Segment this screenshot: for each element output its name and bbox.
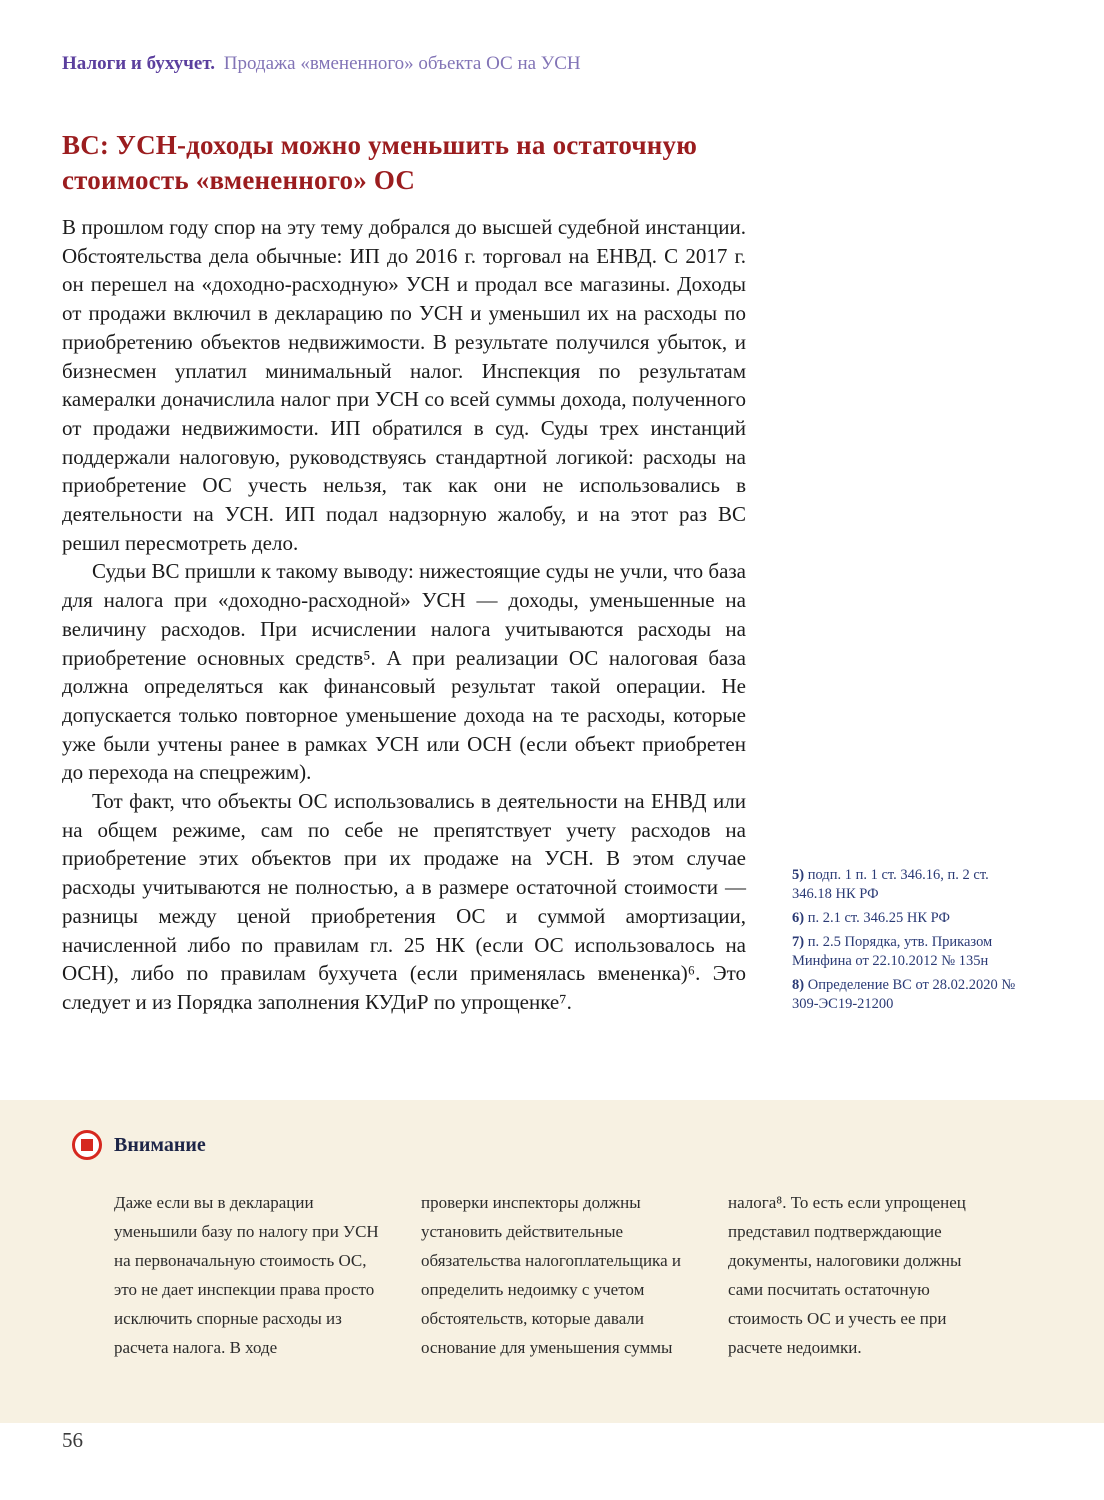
attention-icon-square	[81, 1139, 93, 1151]
attention-column-2: проверки инспекторы должны установить действительные обязательства налогоплательщика и определить недоимку с учетом обстоятельств, которые давали основание для уменьшения суммы	[421, 1193, 681, 1357]
attention-columns	[114, 1188, 1024, 1362]
paragraph-1: В прошлом году спор на эту тему добрался до высшей судебной инстанции. Обстоятельства дела обычные: ИП до 2016 г. торговал на ЕНВД. С 2017 г. он перешел на «доходно-расходную» УСН и продал все магазины. Доходы от продажи включил в декларацию по УСН и уменьшил их на расходы по приобретению объектов недвижимости. В результате получился убыток, и бизнесмен уплатил минимальный налог. Инспекция по результатам камералки доначислила налог при УСН со всей суммы дохода, полученного от продажи недвижимости. ИП обратился в суд. Суды трех инстанций поддержали налоговую, руководствуясь стандартной логикой: расходы на приобретение ОС учесть нельзя, так как они не использовались в деятельности на УСН. ИП подал надзорную жалобу, и на этот раз ВС решил пересмотреть дело.	[62, 215, 746, 555]
footnote-text: п. 2.1 ст. 346.25 НК РФ	[807, 910, 950, 926]
article-body	[62, 213, 746, 1017]
footnote-number: 8)	[792, 977, 805, 993]
attention-box	[0, 1100, 1104, 1423]
footnote-8	[792, 976, 1020, 1014]
footnote-number: 7)	[792, 934, 805, 950]
footnote-text: п. 2.5 Порядка, утв. Приказом Минфина от 22.10.2012 № 135н	[792, 934, 993, 969]
footnote-text: Определение ВС от 28.02.2020 № 309-ЭС19-21200	[792, 977, 1016, 1012]
page-number: 56	[62, 1428, 83, 1452]
attention-column-3: налога⁸. То есть если упрощенец представил подтверждающие документы, налоговики должны сами посчитать остаточную стоимость ОС и учесть ее при расчете недоимки.	[728, 1193, 966, 1357]
attention-title: Внимание	[114, 1133, 206, 1156]
footnote-7	[792, 933, 1020, 971]
footnote-5	[792, 866, 1020, 904]
footnotes-sidebar	[792, 866, 1020, 1019]
article-topic: Продажа «вмененного» объекта ОС на УСН	[223, 53, 581, 74]
page-header	[62, 52, 581, 76]
attention-icon	[72, 1130, 102, 1160]
footnote-number: 6)	[792, 910, 805, 926]
footnote-number: 5)	[792, 867, 805, 883]
article-title: ВС: УСН-доходы можно уменьшить на остаточную стоимость «вмененного» ОС	[62, 130, 698, 195]
attention-column-1: Даже если вы в декларации уменьшили базу по налогу при УСН на первоначальную стоимость ОС, это не дает инспекции права просто исключить спорные расходы из расчета налога. В ходе	[114, 1193, 379, 1357]
paragraph-3: Тот факт, что объекты ОС использовались в деятельности на ЕНВД или на общем режиме, сам по себе не препятствует учету расходов на приобретение этих объектов при их продаже на УСН. В этом случае расходы учитываются не полностью, а в размере остаточной стоимости — разницы между ценой приобретения ОС и суммой амортизации, начисленной либо по правилам гл. 25 НК (если ОС использовалось на ОСН), либо по правилам бухучета (если применялась вмененка)⁶. Это следует и из Порядка заполнения КУДиР по упрощенке⁷.	[62, 789, 746, 1014]
attention-header	[72, 1130, 206, 1160]
footnote-text: подп. 1 п. 1 ст. 346.16, п. 2 ст. 346.18 НК РФ	[792, 867, 989, 902]
section-brand: Налоги и бухучет.	[62, 53, 215, 74]
paragraph-2: Судьи ВС пришли к такому выводу: нижестоящие суды не учли, что база для налога при «доходно-расходной» УСН — доходы, уменьшенные на величину расходов. При исчислении налога учитываются расходы на приобретение основных средств⁵. А при реализации ОС налоговая база должна определяться как финансовый результат такой операции. Не допускается только повторное уменьшение дохода на те расходы, которые уже были учтены ранее в рамках УСН или ОСН (если объект приобретен до перехода на спецрежим).	[62, 559, 746, 785]
footnote-6	[792, 909, 1020, 928]
